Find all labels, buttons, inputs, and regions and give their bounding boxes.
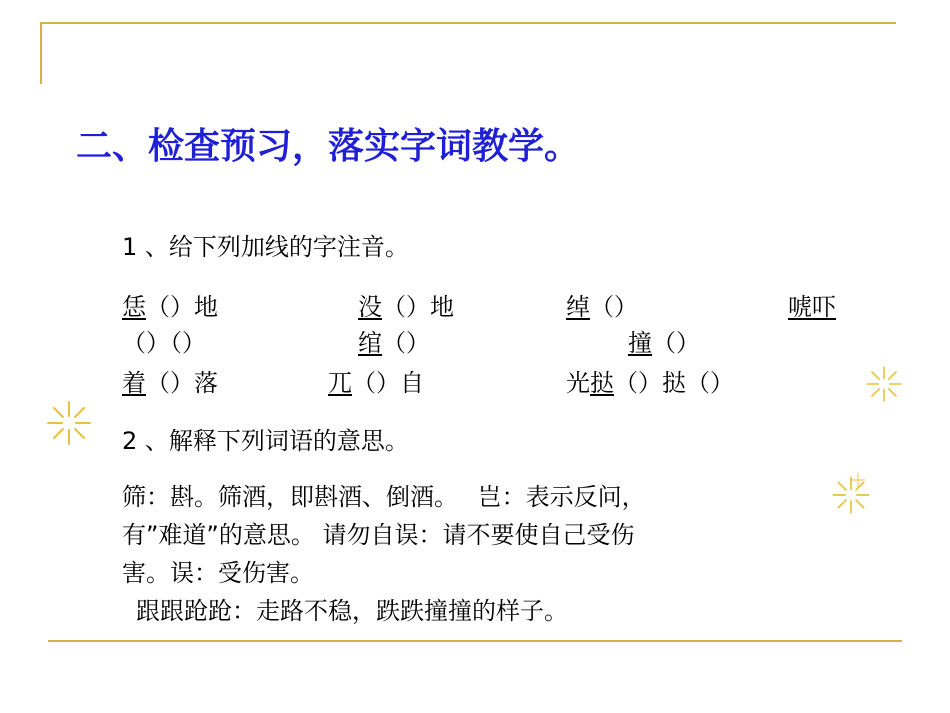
section2-line-2: 有”难道”的意思。 请勿自误：请不要使自己受伤 (122, 521, 635, 549)
sparkle-icon (850, 472, 866, 488)
item-7: 撞（） (628, 329, 700, 357)
item-6: 绾（） (358, 329, 430, 357)
item-1: 恁（）地 (122, 293, 218, 321)
top-rule (40, 22, 896, 24)
bottom-rule (48, 640, 902, 642)
item-2: 没（）地 (358, 293, 454, 321)
section2-line-4: 跟跟跄跄：走路不稳，跌跌撞撞的样子。 (136, 597, 568, 625)
item-4: 唬吓 (788, 293, 836, 321)
section2-line-1: 筛：斟。筛酒，即斟酒、倒酒。 岂：表示反问， (122, 483, 646, 511)
item-8: 着（）落 (122, 369, 218, 397)
item-5: （）（） (122, 329, 206, 357)
section2-heading: 2 、解释下列词语的意思。 (122, 427, 409, 455)
section1-heading: 1 、给下列加线的字注音。 (122, 233, 409, 261)
item-3: 绰（） (566, 293, 638, 321)
sparkle-icon (44, 398, 94, 448)
left-rule (40, 22, 42, 84)
slide-title: 二、检查预习，落实字词教学。 (76, 126, 581, 167)
sparkle-icon (864, 364, 904, 404)
section2-line-3: 害。误：受伤害。 (122, 559, 314, 587)
item-10: 光挞（）挞（） (566, 369, 734, 397)
item-9: 兀（）自 (328, 369, 424, 397)
